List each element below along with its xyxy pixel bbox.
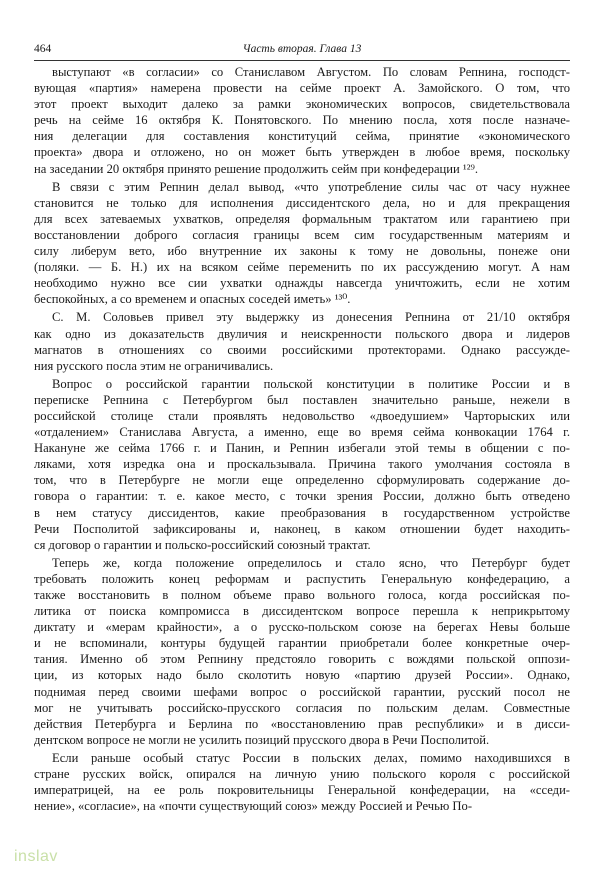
text-line: проекта» двора и отложено, но он может быть утвержден в любое время, поскольку [34, 145, 570, 160]
text-line: и не вспоминали, контуры будущей гарантии приобретали более конкретные очер- [34, 636, 570, 651]
text-line: том, что в Петербурге не могли еще определенно сформулировать содержание до- [34, 473, 570, 488]
text-line: С. М. Соловьев привел эту выдержку из донесения Репнина от 21/10 октября [52, 310, 570, 325]
text-line: нение», «согласие», на «почти существующий союз» между Россией и Речью По- [34, 799, 473, 814]
header-rule [34, 60, 570, 61]
text-line: тания. Именно об этом Репнину предстояло говорить с вождями польской оппози- [34, 652, 570, 667]
paragraph [34, 64, 570, 177]
text-line: Теперь же, когда положение определилось и стало ясно, что Петербург будет [52, 555, 570, 570]
text-line: беспокойных, а со временем и опасных соседей иметь» ¹³⁰. [34, 292, 351, 307]
paragraph [34, 555, 570, 748]
text-line: стране русских войск, опирался на личную унию польского короля с российской [34, 767, 570, 782]
text-line: дентском вопросе не могли не усилить позиций прусского двора в Речи Посполитой. [34, 732, 490, 747]
text-line: речь на сейме 16 октября К. Понятовского. По мнению посла, хотя после назначе- [34, 113, 570, 128]
text-line: также восстановить в полном объеме право вольного голоса, когда российская по- [34, 588, 570, 602]
text-line: ния делегации для составления конституций сейма, принятие «экономического [34, 129, 570, 144]
text-line: Речи Посполитой зафиксированы и, наконец, в каком отношении будет находить- [34, 521, 570, 536]
text-line: переписке Репнина с Петербургом был поставлен значительно раньше, нежели в [34, 392, 570, 407]
text-line: говора о гарантии: т. е. какое место, с точки зрения России, должно быть отведено [34, 489, 570, 504]
text-line: ся договор о гарантии и польско-российский союзный трактат. [34, 537, 371, 552]
watermark: inslav [14, 848, 58, 865]
text-line: Если раньше особый статус России в польских делах, помимо находившихся в [52, 750, 570, 765]
text-line: магнатов в отношениях со своими российскими протекторами. Однако рассужде- [34, 342, 570, 357]
body-text [34, 64, 570, 816]
paragraph [34, 750, 570, 814]
text-line: В связи с этим Репнин делал вывод, «что употребление силы час от часу нужнее [52, 179, 570, 194]
text-line: этот проект выходит далеко за рамки экономических вопросов, свидетельствовала [34, 97, 570, 112]
paragraph [34, 179, 570, 308]
text-line: вующая «партия» намерена провести на сейме проект А. Замойского. О том, что [34, 81, 570, 96]
text-line: императрицей, на ее роль покровительницы Генеральной конфедерации, на «сседи- [34, 783, 570, 798]
text-line: ции, из которых надо было сколотить новую «партию друзей России». Однако, [34, 668, 570, 683]
text-line: действия Петербурга и Берлина по «восстановлению прав республики» и в дисси- [34, 716, 570, 731]
text-line: необходимо нужно все сии ухватки однажды навсегда уничтожить, если не хотим [34, 276, 570, 291]
paragraph [34, 376, 570, 553]
paragraph [34, 309, 570, 373]
text-line: Накануне же сейма 1766 г. и Панин, и Репнин избегали этой темы в общении с по- [34, 441, 570, 456]
text-line: поднимая перед своими шефами вопрос о российской гарантии, русский посол не [34, 684, 570, 699]
text-line: в нем статусу диссидентов, какие преобразования в государственном устройстве [34, 505, 570, 520]
text-line: становится не только для исполнения диссидентского дела, но и для прекращения [34, 195, 570, 210]
text-line: требовать положить конец реформам и распустить Генеральную конфедерацию, а [34, 571, 570, 586]
page-header [34, 41, 570, 59]
text-line: выступают «в согласии» со Станиславом Августом. По словам Репнина, господст- [52, 65, 570, 79]
running-head: Часть вторая. Глава 13 [242, 43, 362, 55]
text-line: как одно из доказательств двуличия и неискренности польского двора и лидеров [34, 326, 570, 341]
text-line: литика от поиска компромисса в диссидентском вопросе перешла к неприкрытому [34, 604, 570, 619]
text-line: российской столице стали проявлять недовольство «двоедушием» Чарторыских или [34, 408, 570, 423]
text-line: силу либерум вето, ибо внутренние их законы к тому не довольны, понеже они [34, 244, 570, 259]
text-line: Вопрос о российской гарантии польской конституции в политике России и в [52, 376, 570, 391]
text-line: диктату и «мерам крайности», а о русско-польском союзе на берегах Невы больше [34, 620, 570, 635]
text-line: (поляки. — Б. Н.) их на всяком сейме переменить по их рассуждению могут. А нам [34, 260, 570, 275]
text-line: ния русского посла этим не ограничивались. [34, 358, 274, 373]
text-line: мог не учитывать российско-прусского согласия по польским делам. Совместные [34, 700, 570, 715]
text-line: ляками, хотя изредка она и проскальзывала. Причина такого умолчания состояла в [34, 457, 570, 472]
text-line: на заседании 20 октября принято решение продолжить сейм при конфедерации ¹²⁹. [34, 161, 479, 176]
text-line: «отдалением» Станислава Августа, а именно, еще во время сейма конвокации 1764 г. [34, 425, 570, 440]
text-line: для всех затеваемых ухватков, определяя формальным трактатом или гарантиею при [34, 211, 570, 226]
text-line: восстановлении доброго согласия границы всем сим государственным материям и [34, 227, 570, 242]
page-number: 464 [34, 43, 52, 55]
